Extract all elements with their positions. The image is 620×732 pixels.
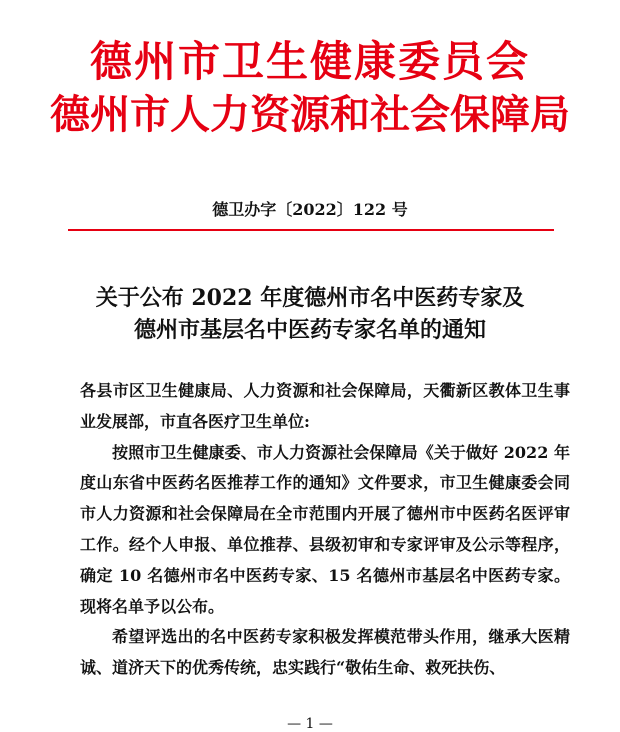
body-paragraph-2: 希望评选出的名中医药专家积极发挥模范带头作用，继承大医精诚、道济天下的优秀传统，忠实践行“敬佑生命、救死扶伤、 (80, 627, 570, 678)
document-number: 德卫办字〔2022〕122 号 (212, 200, 408, 219)
issuer-title-health-commission: 德州市卫生健康委员会 (89, 37, 530, 86)
issuer-title-hr-bureau: 德州市人力资源和社会保障局 (50, 92, 570, 138)
addressee: 各县市区卫生健康局、人力资源和社会保障局，天衢新区教体卫生事业发展部，市直各医疗卫生单位: (80, 381, 570, 431)
notice-body (80, 376, 570, 684)
red-divider-line (68, 229, 554, 231)
page-number: — 1 — (287, 716, 333, 732)
body-paragraph-1: 按照市卫生健康委、市人力资源社会保障局《关于做好 2022 年度山东省中医药名医推荐工作的通知》文件要求，市卫生健康委会同市人力资源和社会保障局在全市范围内开展了德州市中医药名医评审工作。经个人申报、单位推荐、县级初审和专家评审及公示等程序，确定 10 名德州市名中医药专家、15 名德州市基层名中医药专家。现将名单予以公布。 (80, 442, 570, 616)
notice-title-line-2: 德州市基层名中医药专家名单的通知 (133, 317, 486, 343)
notice-title-line-1: 关于公布 2022 年度德州市名中医药专家及 (95, 285, 525, 311)
